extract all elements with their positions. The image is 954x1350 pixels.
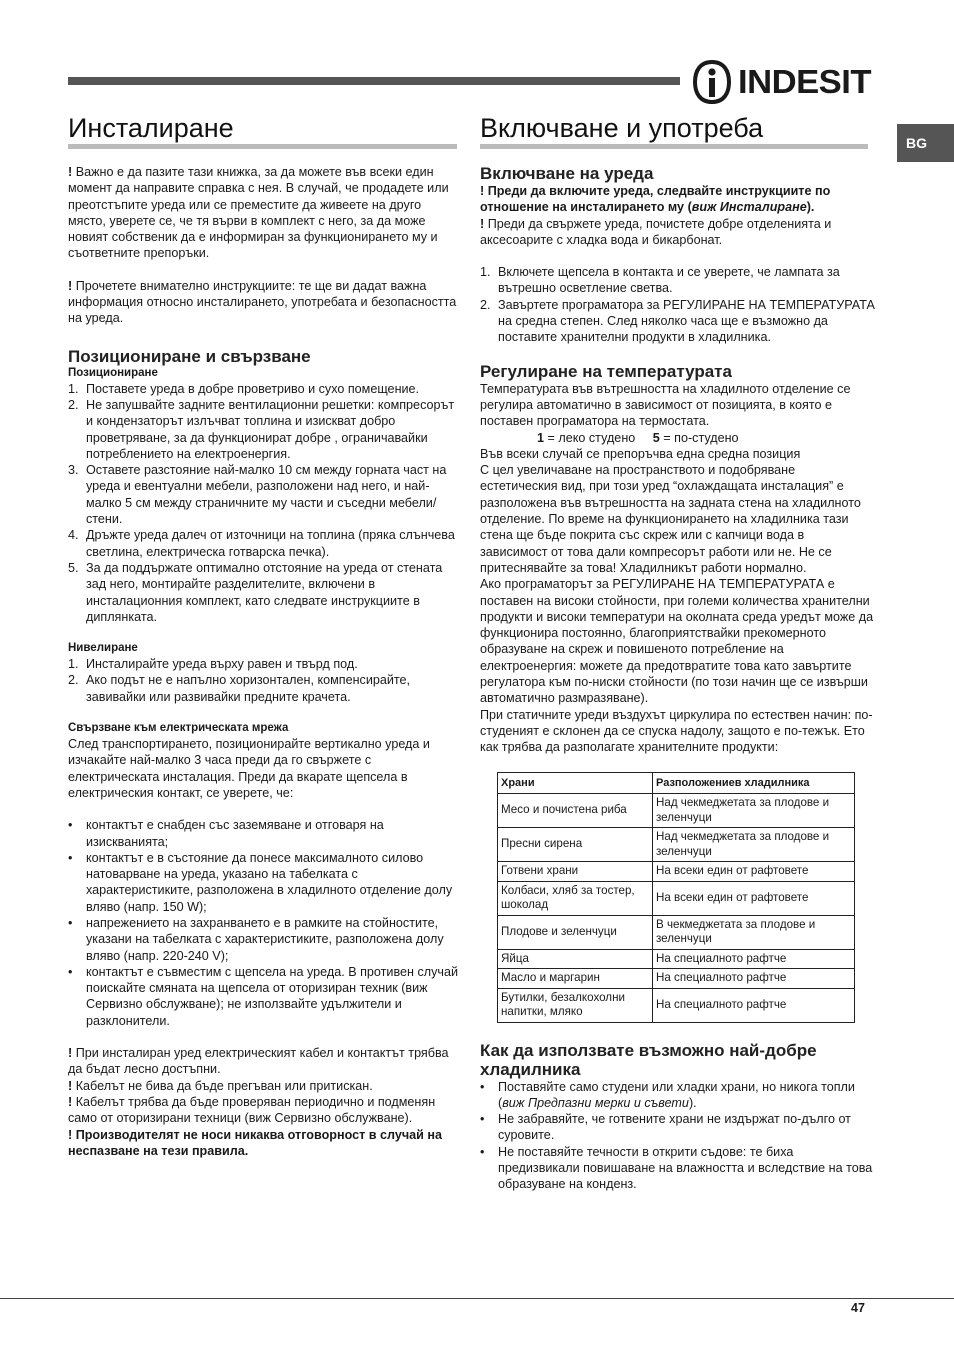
list-item: 2. Ако подът не е напълно хоризонтален, компенсирайте, завивайки или развивайки предните крачета. [68, 673, 411, 704]
temperature-paragraph-4: Ако програматорът за РЕГУЛИРАНЕ НА ТЕМПЕРАТУРАТА е поставен на високи стойности, при големи количества хранителни продукти и високи температури на околната среда уредът може да функционира постоянно, благоприятствайки прекомерното образуване на скреж и повишеното потребление на електроенергия: можете да предотвратите това като завъртите регулатора към по-ниски стойности (по този начин ще се извърши автоматично размразяване). [480, 577, 874, 706]
table-row [498, 862, 855, 882]
positioning-subtitle: Позициониране [68, 366, 158, 379]
best-use-list [480, 1079, 875, 1193]
installation-title: Инсталиране [68, 113, 234, 143]
power-intro: След транспортирането, позиционирайте вертикално уреда и изчакайте най-малко 3 часа преди да го свържете с електрическата инсталация. Преди да вкарате щепсела в електрическия контакт, се уверете, че: [68, 737, 430, 800]
placement-cell: В чекмеджетата за плодове и зеленчуци [653, 915, 855, 949]
brand-wordmark: INDESIT [738, 62, 872, 100]
temperature-scale: 1 = леко студено 5 = по-студено [537, 430, 739, 445]
food-cell: Плодове и зеленчуци [498, 915, 653, 949]
warning-mark: ! [68, 165, 73, 179]
indesit-logo [692, 58, 872, 106]
list-item: • Поставяйте само студени или хладки храни, но никога топли (виж Предпазни мерки и съвети). [480, 1079, 855, 1110]
best-use-section-title: Как да използвате възможно най-добре хладилника [480, 1040, 817, 1079]
intro-text-2: Прочетете внимателно инструкциите: те ще ви дадат важна информация относно инсталирането, употребата и безопасността на уреда. [68, 278, 457, 326]
cross-reference: виж Предпазни мерки и съвети [502, 1095, 689, 1110]
list-item: • контактът е съвместим с щепсела на уреда. В противен случай поискайте смяната на щепсела от оторизиран техник (виж Сервизно обслужване); не използвайте удължители и разклонители. [68, 964, 459, 1028]
table-row [498, 794, 855, 828]
placement-cell: Над чекмеджетата за плодове и зеленчуци [653, 828, 855, 862]
temperature-paragraph-5: При статичните уреди въздухът циркулира по естествен начин: по-студеният е склонен да се спуска надолу, защото е по-тежък. Ето как трябва да разполагате хранителните продукти: [480, 707, 873, 755]
turn-on-note: ! Преди да свържете уреда, почистете добре отделенията и аксесоарите с хладка вода и бикарбонат. [480, 216, 832, 247]
table-row [498, 915, 855, 949]
note-2: ! Кабелът не бива да бъде прегъван или притискан. [68, 1078, 373, 1093]
food-placement-table [497, 772, 855, 1023]
turn-on-warning: ! Преди да включите уреда, следвайте инструкциите по отношение на инсталирането му (виж Инсталиране). [480, 184, 831, 215]
column-header-food: Храни [498, 772, 653, 794]
note-4-liability: ! Производителят не носи никаква отговорност в случай на неспазване на тези правила. [68, 1127, 443, 1158]
list-item: 1. Поставете уреда в добре проветриво и сухо помещение. [68, 381, 420, 396]
note-3: ! Кабелът трябва да бъде проверяван периодично и подменян само от оторизирани техници (виж Сервизно обслужване). [68, 1094, 436, 1126]
list-item: • напрежението на захранването е в рамките на стойностите, указани на табелката с характеристиките, разположена долу вляво (напр. 220-240 V); [68, 915, 444, 963]
note-1: ! При инсталиран уред електрическият кабел и контактът трябва да бъдат лесно достъпни. [68, 1046, 449, 1077]
installation-title-rule [68, 144, 457, 149]
food-cell: Колбаси, хляб за тостер, шоколад [498, 881, 653, 915]
temperature-section-title: Регулиране на температурата [480, 361, 732, 381]
positioning-section-title: Позициониране и свързване [68, 346, 311, 366]
table-row [498, 949, 855, 969]
right-column [480, 164, 875, 1193]
table-row [498, 828, 855, 862]
placement-cell: На всеки един от рафтовете [653, 881, 855, 915]
food-cell: Месо и почистена риба [498, 794, 653, 828]
leveling-subtitle: Нивелиране [68, 642, 138, 655]
list-item: • контактът е снабден със заземяване и отговаря на изискванията; [68, 818, 384, 849]
intro-paragraph-2 [68, 278, 460, 327]
positioning-list [68, 381, 460, 625]
placement-cell: На всеки един от рафтовете [653, 862, 855, 882]
food-cell: Бутилки, безалкохолни напитки, мляко [498, 988, 653, 1022]
table-row [498, 881, 855, 915]
temperature-paragraph-2: Във всеки случай се препоръчва една средна позиция [480, 446, 801, 461]
table-header-row [498, 772, 855, 794]
list-item: • Не поставяйте течности в открити съдове: те биха предизвикали повишаване на влажността и вследствие на това образуване на конденз. [480, 1144, 873, 1192]
temperature-paragraph-3: С цел увеличаване на пространството и подобряване естетическия вид, при този уред “охлаждащата инсталация” е разположена във вътрешността на задната стена на хладилното отделение. По време на функционирането на хладилника тази стена ще бъде покрита със скреж или с капчици вода в зависимост от това дали компресорът работи или не. Не се притеснявайте за това! Хладилникът работи нормално. [480, 463, 861, 575]
list-item: 1. Включете щепсела в контакта и се уверете, че лампата за вътрешно осветление светва. [480, 265, 840, 296]
left-column [68, 164, 460, 1159]
footer-rule [0, 1298, 954, 1299]
power-checklist [68, 817, 460, 1029]
table-row [498, 988, 855, 1022]
placement-cell: Над чекмеджетата за плодове и зеленчуци [653, 794, 855, 828]
turn-on-steps [480, 264, 875, 345]
page-number: 47 [851, 1301, 865, 1315]
intro-paragraph-1 [68, 164, 460, 262]
turn-on-section-title: Включване на уреда [480, 164, 654, 183]
list-item: 4. Дръжте уреда далеч от източници на топлина (пряка слънчева светлина, електрическа готварска печка). [68, 528, 455, 559]
intro-text-1: Важно е да пазите тази книжка, за да можете във всеки един момент да направите справка с нея. В случай, че продадете или преотстъпите уреда или се преместите да живеете на друго място, уверете се, че тя върви в комплект с него, за да може новият собственик да е информиран за функционирането му и съответните препоръки. [68, 165, 449, 261]
column-header-placement: Разположениев хладилника [653, 772, 855, 794]
food-cell: Готвени храни [498, 862, 653, 882]
list-item: 5. За да поддържате оптимално отстояние на уреда от стената зад него, монтирайте разделителите, включени в инсталационния комплект, като следвате инструкциите в диплянката. [68, 560, 443, 624]
usage-title: Включване и употреба [480, 113, 764, 143]
cross-reference: виж Инсталиране [691, 200, 807, 215]
food-cell: Пресни сирена [498, 828, 653, 862]
placement-cell: На специалното рафтче [653, 988, 855, 1022]
food-cell: Масло и маргарин [498, 969, 653, 989]
brand-mark-icon [692, 59, 732, 105]
header-rule [68, 77, 680, 85]
leveling-list [68, 656, 460, 705]
food-cell: Яйца [498, 949, 653, 969]
list-item: 2. Завъртете програматора за РЕГУЛИРАНЕ НА ТЕМПЕРАТУРАТА на средна степен. След няколко часа ще е възможно да поставите хранителни продукти в хладилника. [480, 297, 875, 345]
list-item: 2. Не запушвайте задните вентилационни решетки: компресорът и кондензаторът излъчват топлина и изискват добро проветряване, за да функционират добре , ограничавайки потреблението на електроенергия. [68, 397, 455, 461]
table-row [498, 969, 855, 989]
list-item: • Не забравяйте, че готвените храни не издържат по-дълго от суровите. [480, 1112, 851, 1143]
temperature-paragraph-1: Температурата във вътрешността на хладилното отделение се регулира автоматично в зависимост от позицията, в която е поставен програматора на термостата. [480, 381, 851, 429]
list-item: 3. Оставете разстояние най-малко 10 см между горната част на уреда и евентуални мебели, разположени над него, и най-малко 5 см между страничните му части и съседни мебели/стени. [68, 463, 447, 527]
language-tab: BG [897, 124, 954, 162]
power-subtitle: Свързване към електрическата мрежа [68, 722, 289, 735]
placement-cell: На специалното рафтче [653, 969, 855, 989]
warning-mark: ! [68, 278, 73, 293]
placement-cell: На специалното рафтче [653, 949, 855, 969]
list-item: 1. Инсталирайте уреда върху равен и твърд под. [68, 657, 358, 672]
usage-title-rule [480, 144, 868, 149]
list-item: • контактът е в състояние да понесе максималното силово натоварване на уреда, указано на табелката с характеристиките, разположена в хладилното отделение долу вляво (напр. 150 W); [68, 850, 453, 914]
